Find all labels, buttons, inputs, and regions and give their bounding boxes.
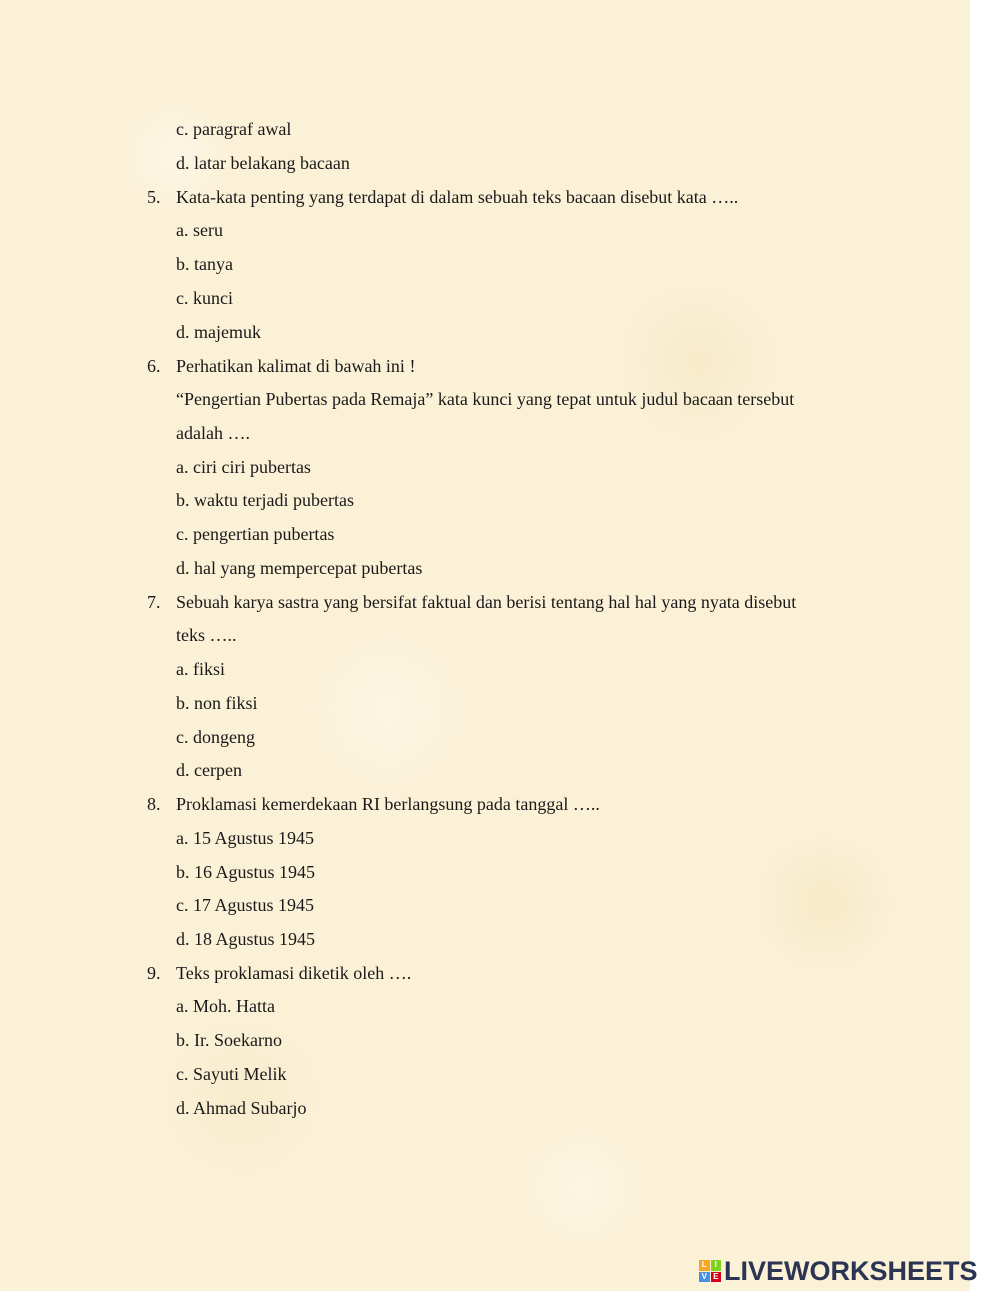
question-7-number: 7. [147,592,161,612]
question-6-number: 6. [147,356,161,376]
question-7-option-b: b. non fiksi [176,693,258,713]
question-5-option-c: c. kunci [176,288,233,308]
question-5-option-b: b. tanya [176,254,233,274]
question-5-option-d: d. majemuk [176,322,261,342]
liveworksheets-logo [699,1257,978,1285]
logo-grid-cell: I [711,1260,722,1271]
question-5-number: 5. [147,187,161,207]
question-5-text: Kata-kata penting yang terdapat di dalam sebuah teks bacaan disebut kata ….. [176,187,739,207]
question-6-option-b: b. waktu terjadi pubertas [176,490,354,510]
question-6-text-line-1: Perhatikan kalimat di bawah ini ! [176,356,416,376]
logo-grid-cell: E [711,1272,722,1283]
question-7-text-line-1: Sebuah karya sastra yang bersifat faktual dan berisi tentang hal hal yang nyata disebut [176,592,797,612]
option-c: c. paragraf awal [176,119,292,139]
question-8-option-b: b. 16 Agustus 1945 [176,862,316,882]
logo-grid-icon [699,1260,721,1282]
question-8-text: Proklamasi kemerdekaan RI berlangsung pada tanggal ….. [176,794,600,814]
question-6-text-line-2: “Pengertian Pubertas pada Remaja” kata kunci yang tepat untuk judul bacaan tersebut [176,389,795,409]
question-6-option-c: c. pengertian pubertas [176,524,335,544]
question-9-text: Teks proklamasi diketik oleh …. [176,963,412,983]
question-9-option-b: b. Ir. Soekarno [176,1030,282,1050]
question-8-option-a: a. 15 Agustus 1945 [176,828,315,848]
logo-grid-cell: V [699,1272,710,1283]
logo-grid-cell: L [699,1260,710,1271]
option-d: d. latar belakang bacaan [176,153,350,173]
question-5-option-a: a. seru [176,220,223,240]
logo-text: LIVEWORKSHEETS [724,1256,978,1286]
question-7-option-a: a. fiksi [176,659,225,679]
question-7-option-d: d. cerpen [176,760,242,780]
question-8-number: 8. [147,794,161,814]
question-9-option-a: a. Moh. Hatta [176,996,275,1016]
question-7-option-c: c. dongeng [176,727,255,747]
question-7-text-line-2: teks ….. [176,625,237,645]
question-9-number: 9. [147,963,161,983]
question-6-option-a: a. ciri ciri pubertas [176,457,311,477]
question-6-text-line-3: adalah …. [176,423,250,443]
question-9-option-c: c. Sayuti Melik [176,1064,287,1084]
question-9-option-d: d. Ahmad Subarjo [176,1098,307,1118]
question-6-option-d: d. hal yang mempercepat pubertas [176,558,423,578]
question-8-option-c: c. 17 Agustus 1945 [176,895,315,915]
question-8-option-d: d. 18 Agustus 1945 [176,929,316,949]
